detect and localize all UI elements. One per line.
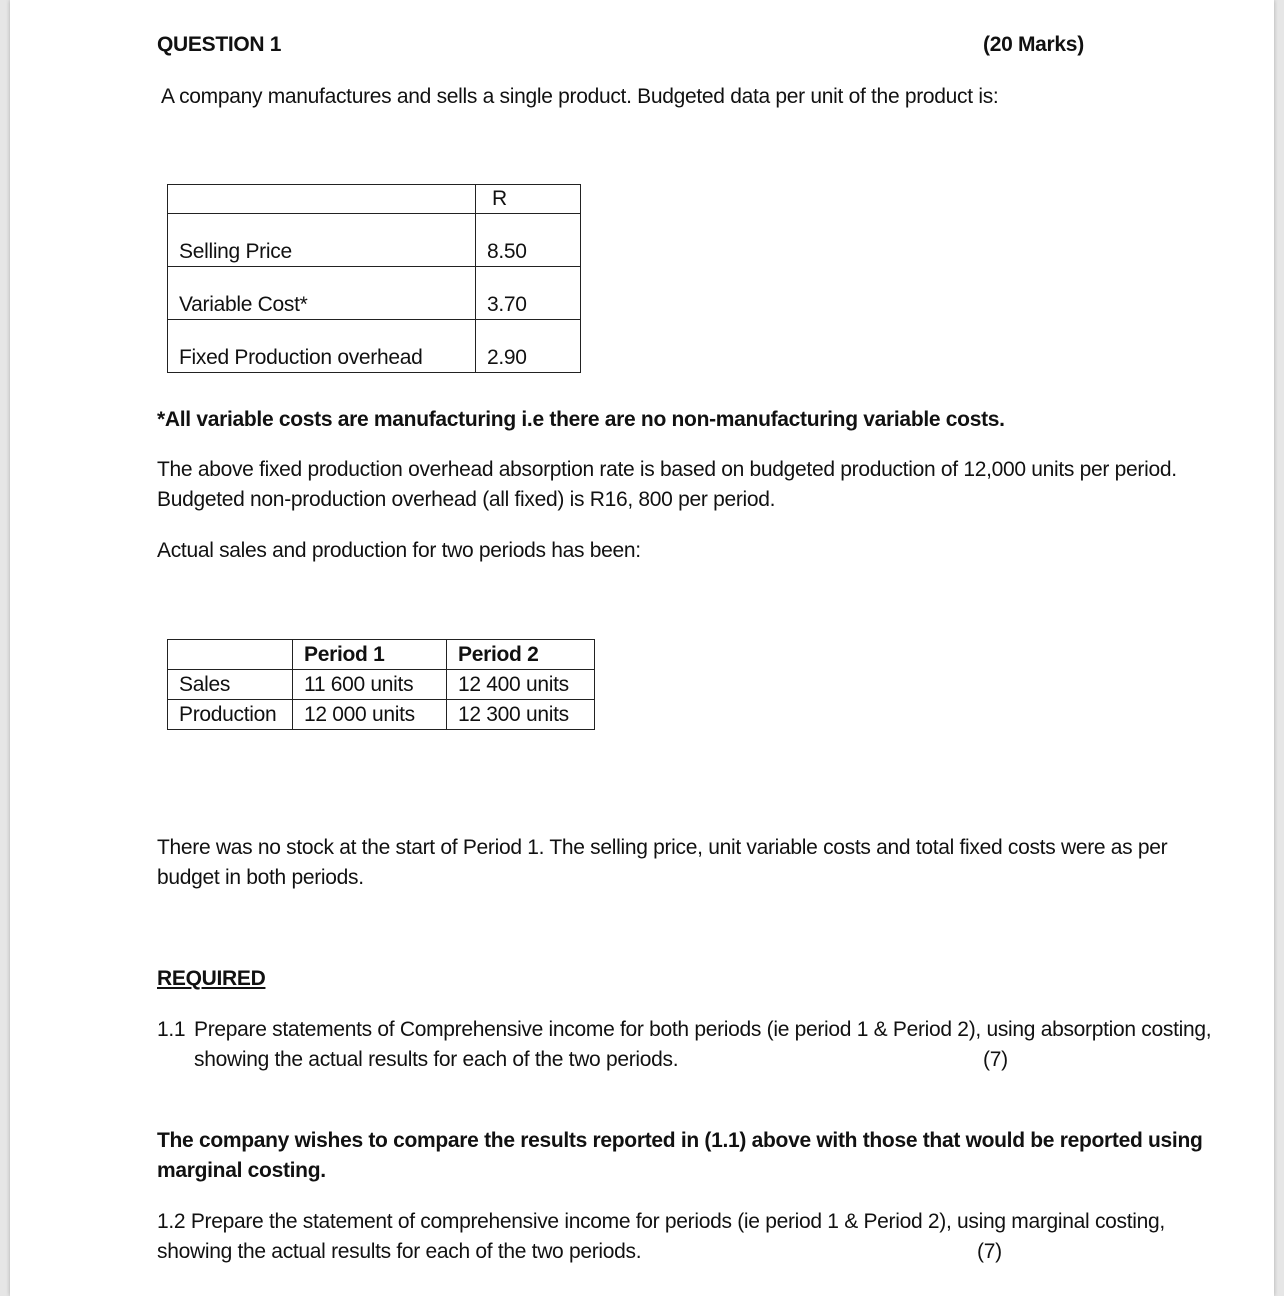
intro-text: A company manufactures and sells a single product. Budgeted data per unit of the product is: xyxy=(161,85,999,108)
question-title: QUESTION 1 xyxy=(157,33,282,56)
question-marks: (20 Marks) xyxy=(983,33,1084,56)
compare-text-line2: marginal costing. xyxy=(157,1159,326,1182)
currency-header: R xyxy=(476,185,581,214)
q1-2-marks: (7) xyxy=(977,1240,1002,1263)
actual-intro: Actual sales and production for two periods has been: xyxy=(157,539,641,562)
table-row xyxy=(168,185,581,214)
q1-2-line1: 1.2 Prepare the statement of comprehensive income for periods (ie period 1 & Period 2), using marginal costing, xyxy=(157,1210,1165,1233)
row-label: Sales xyxy=(168,670,293,700)
table-row xyxy=(168,640,595,670)
row-value: 8.50 xyxy=(476,214,581,267)
overhead-text-line1: The above fixed production overhead absorption rate is based on budgeted production of 12,000 units per period. xyxy=(157,458,1177,481)
table-cell: 11 600 units xyxy=(293,670,447,700)
row-label: Selling Price xyxy=(168,214,476,267)
q1-1-marks: (7) xyxy=(983,1048,1008,1071)
column-header: Period 2 xyxy=(447,640,595,670)
column-header: Period 1 xyxy=(293,640,447,670)
table-cell: 12 000 units xyxy=(293,700,447,730)
budget-table xyxy=(167,184,581,373)
table-row xyxy=(168,267,581,320)
row-value: 2.90 xyxy=(476,320,581,373)
q1-1-line2: showing the actual results for each of the two periods. xyxy=(194,1048,679,1071)
required-heading: REQUIRED xyxy=(157,967,266,990)
table-cell: 12 400 units xyxy=(447,670,595,700)
stock-text-line2: budget in both periods. xyxy=(157,866,364,889)
table-row xyxy=(168,320,581,373)
table-cell xyxy=(168,640,293,670)
compare-text-line1: The company wishes to compare the results reported in (1.1) above with those that would be reported using xyxy=(157,1129,1203,1152)
document-page xyxy=(10,0,1274,1296)
q1-1-number: 1.1 xyxy=(157,1018,186,1041)
row-label: Variable Cost* xyxy=(168,267,476,320)
stock-text-line1: There was no stock at the start of Period 1. The selling price, unit variable costs and total fixed costs were as per xyxy=(157,836,1168,859)
table-row xyxy=(168,670,595,700)
row-label: Fixed Production overhead xyxy=(168,320,476,373)
row-label: Production xyxy=(168,700,293,730)
overhead-text-line2: Budgeted non-production overhead (all fixed) is R16, 800 per period. xyxy=(157,488,776,511)
table-row xyxy=(168,700,595,730)
footnote: *All variable costs are manufacturing i.e there are no non-manufacturing variable costs. xyxy=(157,408,1005,431)
q1-2-line2: showing the actual results for each of the two periods. xyxy=(157,1240,642,1263)
table-cell xyxy=(168,185,476,214)
table-cell: 12 300 units xyxy=(447,700,595,730)
row-value: 3.70 xyxy=(476,267,581,320)
q1-1-line1: Prepare statements of Comprehensive income for both periods (ie period 1 & Period 2), using absorption costing, xyxy=(194,1018,1212,1041)
actual-table xyxy=(167,639,595,730)
table-row xyxy=(168,214,581,267)
